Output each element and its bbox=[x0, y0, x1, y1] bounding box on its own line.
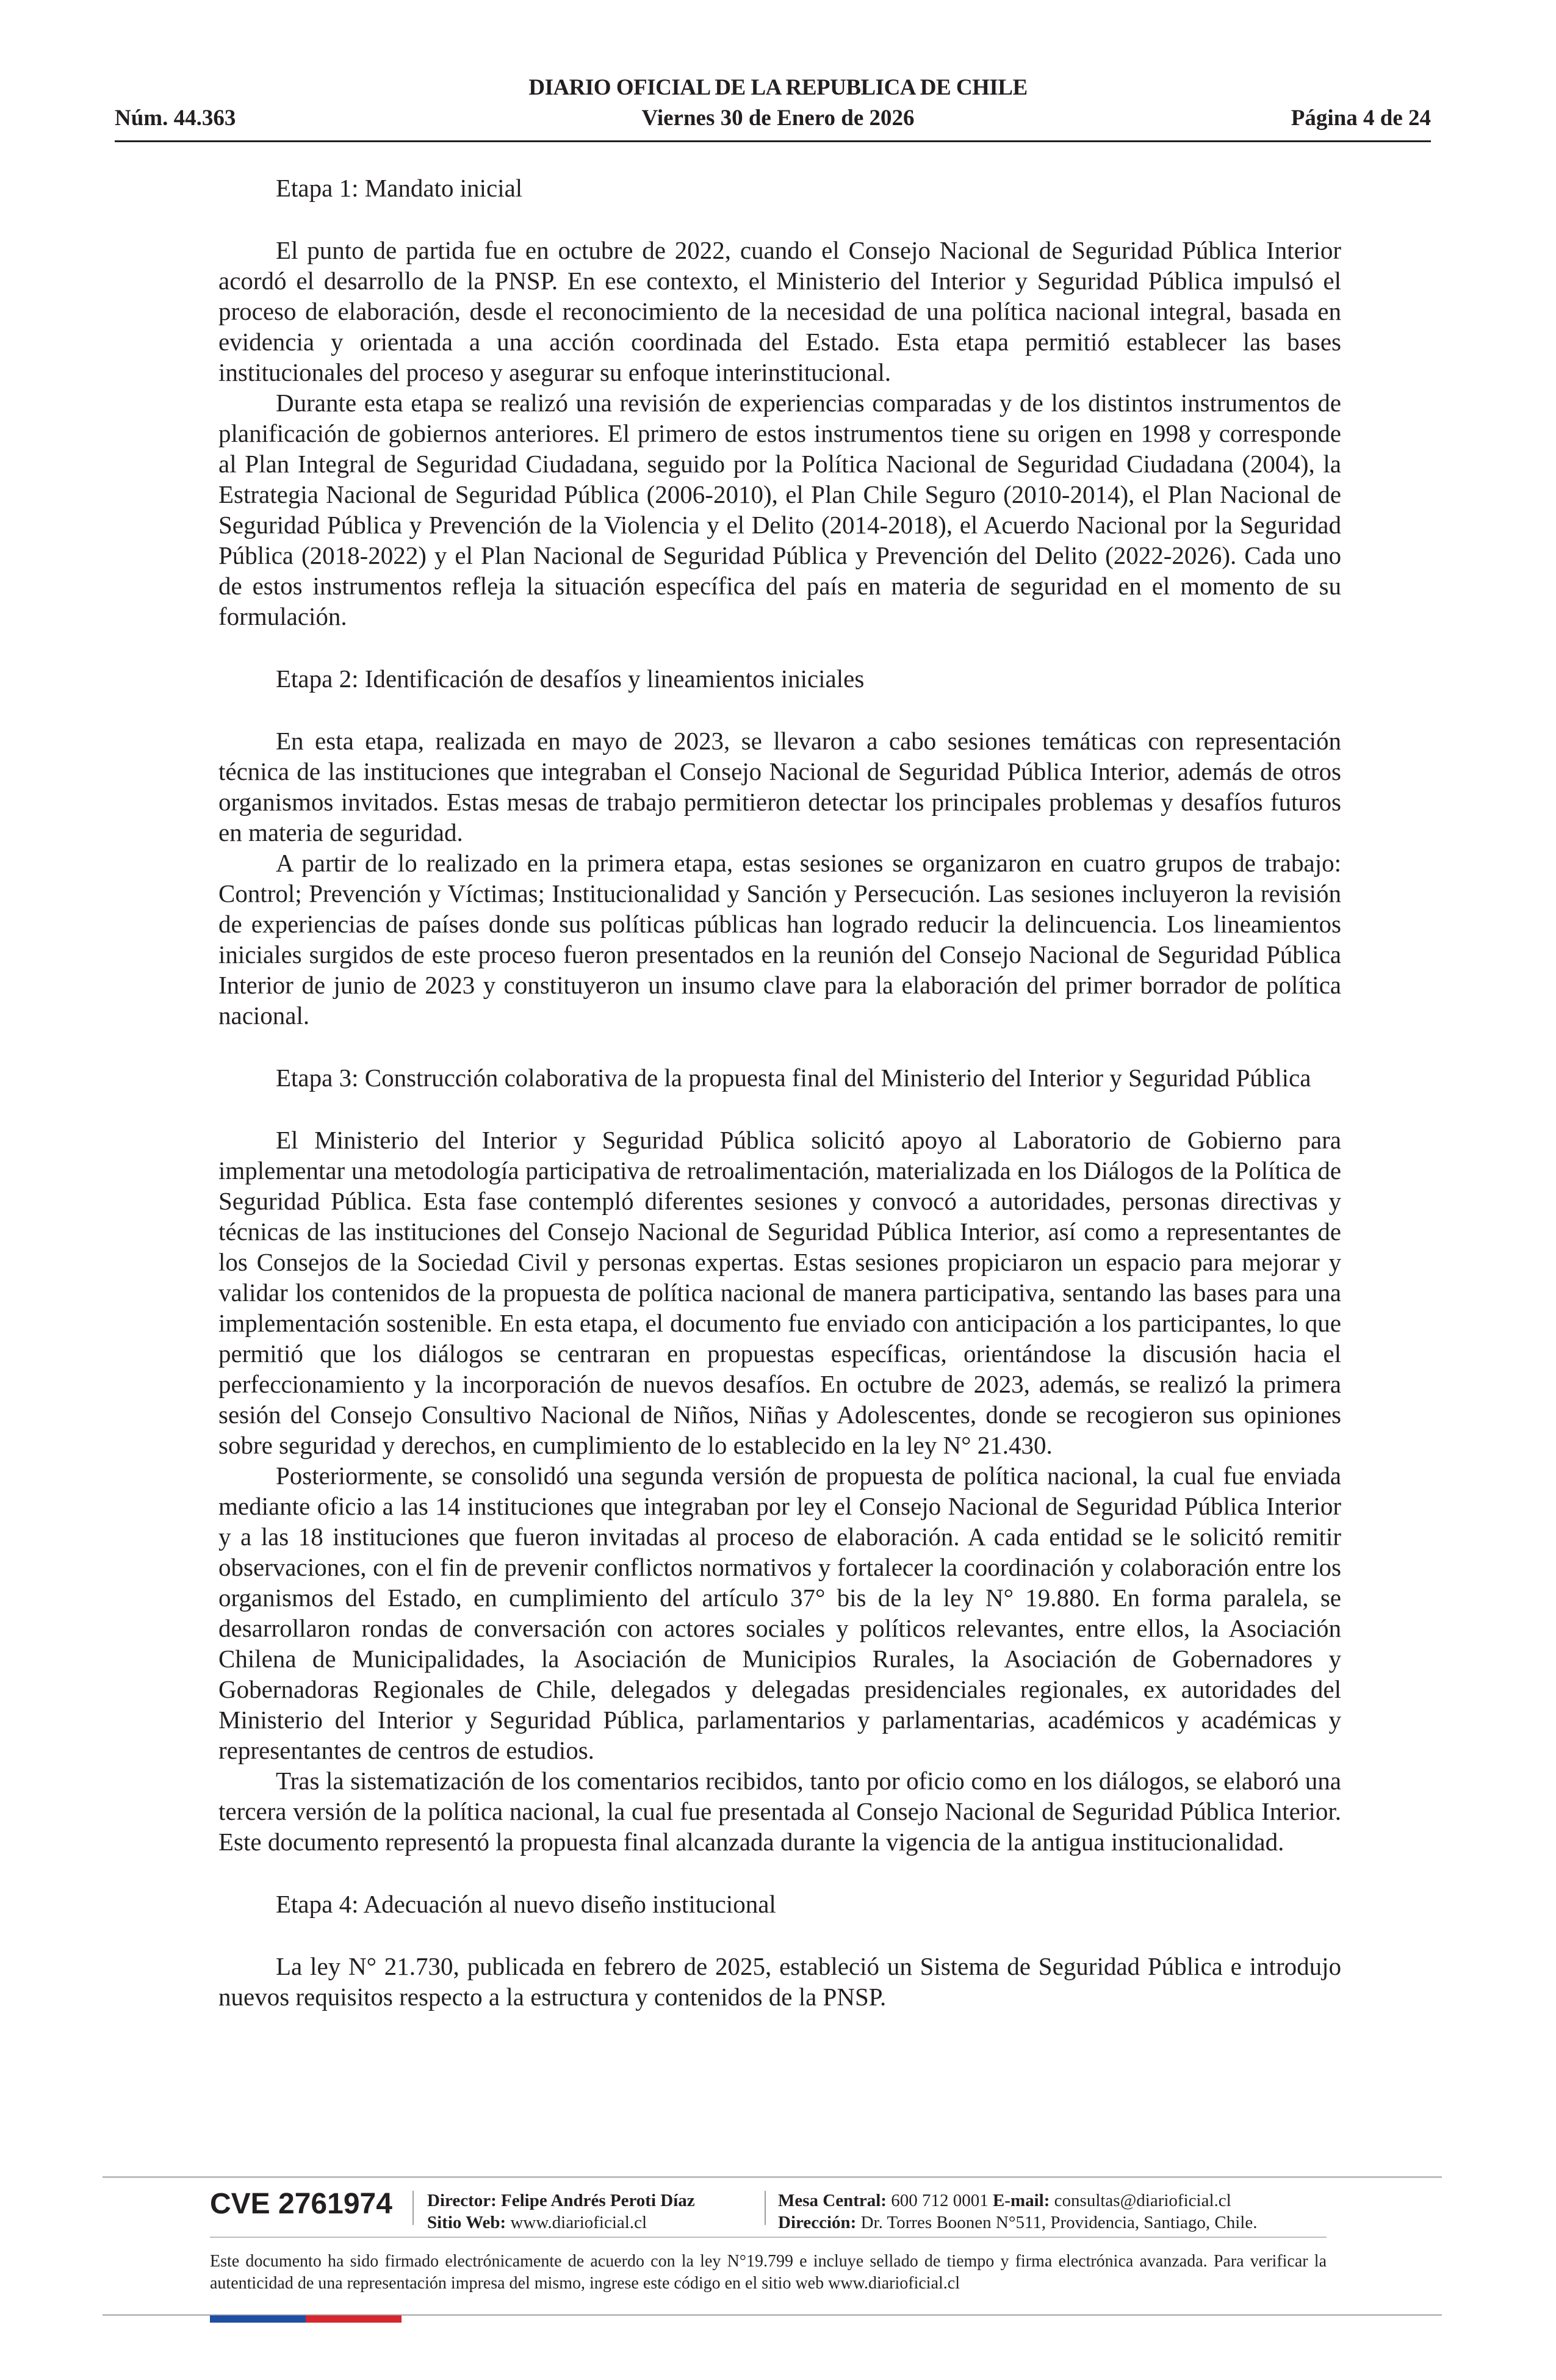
document-body bbox=[218, 173, 1341, 2012]
email-link[interactable]: consultas@diarioficial.cl bbox=[1054, 2191, 1231, 2210]
stage-1-paragraph-2: Durante esta etapa se realizó una revisión de experiencias comparadas y de los distintos instrumentos de planificación de gobiernos anteriores. El primero de estos instrumentos tiene su origen en 1998 y corresponde al Plan Integral de Seguridad Ciudadana, seguido por la Política Nacional de Seguridad Ciudadana (2004), la Estrategia Nacional de Seguridad Pública (2006-2010), el Plan Chile Seguro (2010-2014), el Plan Nacional de Seguridad Pública y Prevención de la Violencia y el Delito (2014-2018), el Acuerdo Nacional por la Seguridad Pública (2018-2022) y el Plan Nacional de Seguridad Pública y Prevención del Delito (2022-2026). Cada uno de estos instrumentos refleja la situación específica del país en materia de seguridad en el momento de su formulación. bbox=[218, 389, 1341, 630]
stage-3-paragraph-2: Posteriormente, se consolidó una segunda versión de propuesta de política nacional, la cual fue enviada mediante oficio a las 14 instituciones que integraban por ley el Consejo Nacional de Seguridad Pública Interior y a las 18 instituciones que fueron invitadas al proceso de elaboración. A cada entidad se le solicitó remitir observaciones, con el fin de prevenir conflictos normativos y fortalecer la coordinación y colaboración entre los organismos del Estado, en cumplimiento del artículo 37° bis de la ley N° 19.880. En forma paralela, se desarrollaron rondas de conversación con actores sociales y políticos relevantes, entre ellos, la Asociación Chilena de Municipalidades, la Asociación de Municipios Rurales, la Asociación de Gobernadores y Gobernadoras Regionales de Chile, delegados y delegadas presidenciales regionales, ex autoridades del Ministerio del Interior y Seguridad Pública, parlamentarios y parlamentarias, académicos y académicas y representantes de centros de estudios. bbox=[218, 1462, 1341, 1764]
stage-1-heading: Etapa 1: Mandato inicial bbox=[276, 174, 523, 202]
footer-separator bbox=[412, 2191, 414, 2225]
page-indicator: Página 4 de 24 bbox=[1291, 106, 1431, 131]
issue-date: Viernes 30 de Enero de 2026 bbox=[641, 106, 915, 131]
stage-2-heading: Etapa 2: Identificación de desafíos y lineamientos iniciales bbox=[276, 665, 865, 693]
flag-stripe-blue bbox=[210, 2315, 306, 2323]
mesa-label: Mesa Central: bbox=[778, 2191, 887, 2210]
cve-code: CVE 2761974 bbox=[210, 2188, 392, 2220]
site-link[interactable]: www.diarioficial.cl bbox=[510, 2213, 647, 2232]
stage-1-paragraph-1: El punto de partida fue en octubre de 2022, cuando el Consejo Nacional de Seguridad Pública Interior acordó el desarrollo de la PNSP. En ese contexto, el Ministerio del Interior y Seguridad Pública impulsó el proceso de elaboración, desde el reconocimiento de la necesidad de una política nacional integral, basada en evidencia y orientada a una acción coordinada del Estado. Esta etapa permitió establecer las bases institucionales del proceso y asegurar su enfoque interinstitucional. bbox=[218, 236, 1341, 386]
director-label: Director: bbox=[427, 2191, 497, 2210]
footer-inner-divider bbox=[210, 2237, 1327, 2238]
stage-3-paragraph-1: El Ministerio del Interior y Seguridad Pública solicitó apoyo al Laboratorio de Gobierno para implementar una metodología participativa de retroalimentación, materializada en los Diálogos de la Política de Seguridad Pública. Esta fase contempló diferentes sesiones y convocó a autoridades, personas directivas y técnicas de las instituciones del Consejo Nacional de Seguridad Pública Interior, así como a representantes de los Consejos de la Sociedad Civil y personas expertas. Estas sesiones propiciaron un espacio para mejorar y validar los contenidos de la propuesta de política nacional de manera participativa, sentando las bases para una implementación sostenible. En esta etapa, el documento fue enviado con anticipación a los participantes, lo que permitió que los diálogos se centraran en propuestas específicas, orientándose la discusión hacia el perfeccionamiento y la incorporación de nuevos desafíos. En octubre de 2023, además, se realizó la primera sesión del Consejo Consultivo Nacional de Niños, Niñas y Adolescentes, donde se recogieron sus opiniones sobre seguridad y derechos, en cumplimiento de lo establecido en la ley N° 21.430. bbox=[218, 1126, 1341, 1459]
stage-4-heading: Etapa 4: Adecuación al nuevo diseño institucional bbox=[276, 1890, 776, 1918]
director-info bbox=[427, 2190, 695, 2234]
address-value: Dr. Torres Boonen N°511, Providencia, Santiago, Chile. bbox=[860, 2213, 1258, 2232]
stage-3-heading: Etapa 3: Construcción colaborativa de la propuesta final del Ministerio del Interior y Seguridad Pública bbox=[276, 1064, 1311, 1092]
footer-top-divider bbox=[103, 2176, 1442, 2178]
contact-info bbox=[778, 2190, 1257, 2234]
director-name: Felipe Andrés Peroti Díaz bbox=[501, 2191, 695, 2210]
email-label: E-mail: bbox=[992, 2191, 1050, 2210]
footer-separator bbox=[765, 2191, 766, 2225]
site-label: Sitio Web: bbox=[427, 2213, 506, 2232]
flag-stripe-red bbox=[306, 2315, 402, 2323]
stage-4-paragraph-1: La ley N° 21.730, publicada en febrero de 2025, estableció un Sistema de Seguridad Pública e introdujo nuevos requisitos respecto a la estructura y contenidos de la PNSP. bbox=[218, 1952, 1341, 2011]
stage-3-paragraph-3: Tras la sistematización de los comentarios recibidos, tanto por oficio como en los diálogos, se elaboró una tercera versión de la política nacional, la cual fue presentada al Consejo Nacional de Seguridad Pública Interior. Este documento representó la propuesta final alcanzada durante la vigencia de la antigua institucionalidad. bbox=[218, 1767, 1341, 1856]
issue-number: Núm. 44.363 bbox=[115, 106, 236, 131]
electronic-signature-note: Este documento ha sido firmado electrónicamente de acuerdo con la ley N°19.799 e incluye sellado de tiempo y firma electrónica avanzada. Para verificar la autenticidad de una representación impresa del mismo, ingrese este código en el sitio web www.diarioficial.cl bbox=[210, 2252, 1327, 2293]
stage-2-paragraph-2: A partir de lo realizado en la primera etapa, estas sesiones se organizaron en cuatro grupos de trabajo: Control; Prevención y Víctimas; Institucionalidad y Sanción y Persecución. Las sesiones incluyeron la revisión de experiencias de países donde sus políticas públicas han logrado reducir la delincuencia. Los lineamientos iniciales surgidos de este proceso fueron presentados en la reunión del Consejo Nacional de Seguridad Pública Interior de junio de 2023 y constituyeron un insumo clave para la elaboración del primer borrador de política nacional. bbox=[218, 849, 1341, 1030]
header-divider bbox=[115, 140, 1431, 142]
stage-2-paragraph-1: En esta etapa, realizada en mayo de 2023, se llevaron a cabo sesiones temáticas con representación técnica de las instituciones que integraban el Consejo Nacional de Seguridad Pública Interior, además de otros organismos invitados. Estas mesas de trabajo permitieron detectar los principales problemas y desafíos futuros en materia de seguridad. bbox=[218, 727, 1341, 846]
gazette-title: DIARIO OFICIAL DE LA REPUBLICA DE CHILE bbox=[528, 75, 1028, 100]
address-label: Dirección: bbox=[778, 2213, 857, 2232]
mesa-phone: 600 712 0001 bbox=[891, 2191, 989, 2210]
